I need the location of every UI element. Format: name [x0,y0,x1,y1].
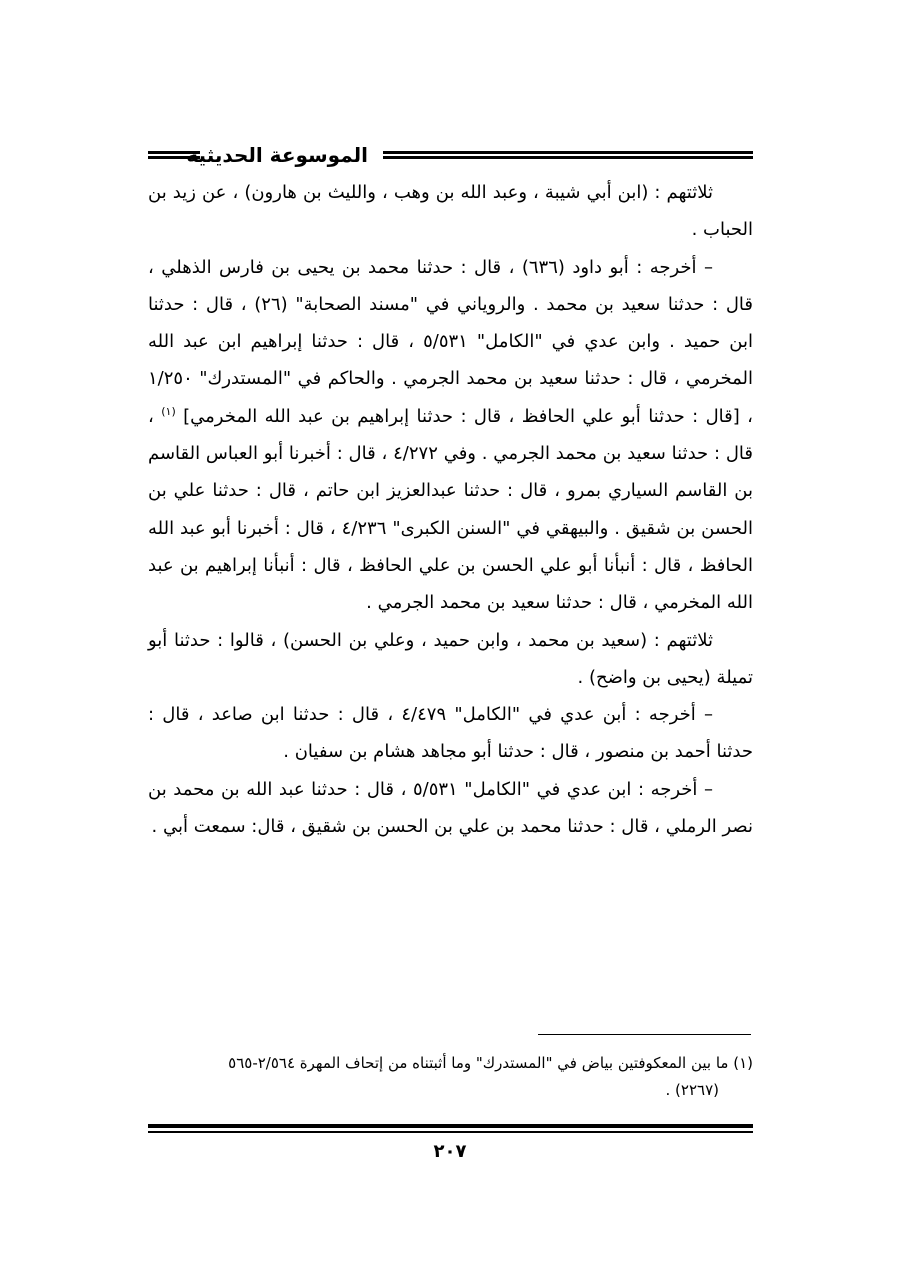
paragraph-text: – أخرجه : أبو داود (٦٣٦) ، قال : حدثنا محمد بن يحيى بن فارس الذهلي ، قال : حدثنا سعيد بن محمد . والروياني في "مسند الصحابة" (٢٦) ، قال : حدثنا ابن حميد . وابن عدي في "الكامل" ٥/٥٣١ ، قال : حدثنا إبراهيم ابن عبد الله المخرمي ، قال : حدثنا سعيد بن محمد الجرمي . والحاكم في "المستدرك" ١/٢٥٠ ، [قال : حدثنا أبو علي الحافظ ، قال : حدثنا إبراهيم بن عبد الله المخرمي] [148,256,753,427]
paragraph [148,249,753,622]
paragraph: ثلاثتهم : (سعيد بن محمد ، وابن حميد ، وعلي بن الحسن) ، قالوا : حدثنا أبو تميلة (يحيى بن واضح) . [148,629,753,688]
main-text [148,174,753,845]
header-rule-left [148,151,200,159]
header-title: الموسوعة الحديثية [186,143,368,167]
paragraph-text: ، قال : حدثنا سعيد بن محمد الجرمي . وفي ٤/٢٧٢ ، قال : أخبرنا أبو العباس القاسم بن القاسم السياري بمرو ، قال : حدثنا عبدالعزيز ابن حاتم ، قال : حدثنا علي بن الحسن بن شقيق . والبيهقي في "السنن الكبرى" ٤/٢٣٦ ، قال : أخبرنا أبو عبد الله الحافظ ، قال : أنبأنا أبو علي الحسن بن علي الحافظ ، قال : أنبأنا إبراهيم بن عبد الله المخرمي ، قال : حدثنا سعيد بن محمد الجرمي . [148,405,754,614]
paragraph: ثلاثتهم : (ابن أبي شيبة ، وعبد الله بن وهب ، والليث بن هارون) ، عن زيد بن الحباب . [148,182,753,241]
footnote-reference: (١) [161,404,176,418]
paragraph: – أخرجه : ابن عدي في "الكامل" ٥/٥٣١ ، قال : حدثنا عبد الله بن محمد بن نصر الرملي ، قال : حدثنا محمد بن علي بن الحسن بن شقيق ، قال: سمعت أبي . [148,778,753,838]
paragraph: – أخرجه : أبن عدي في "الكامل" ٤/٤٧٩ ، قال : حدثنا ابن صاعد ، قال : حدثنا أحمد بن منصور ، قال : حدثنا أبو مجاهد هشام بن سفيان . [148,704,753,763]
footnote-separator [538,1034,751,1035]
footnote-line: (٢٢٦٧) . [665,1081,719,1099]
footnote [150,1050,753,1104]
header-rule-right [383,151,753,159]
footer-rule [148,1124,753,1133]
footnote-line: (١) ما بين المعكوفتين بياض في "المستدرك" وما أثبتناه من إتحاف المهرة ٢/٥٦٤-٥٦٥ [228,1054,753,1072]
running-header [148,140,753,172]
page-number: ٢٠٧ [433,1141,467,1162]
